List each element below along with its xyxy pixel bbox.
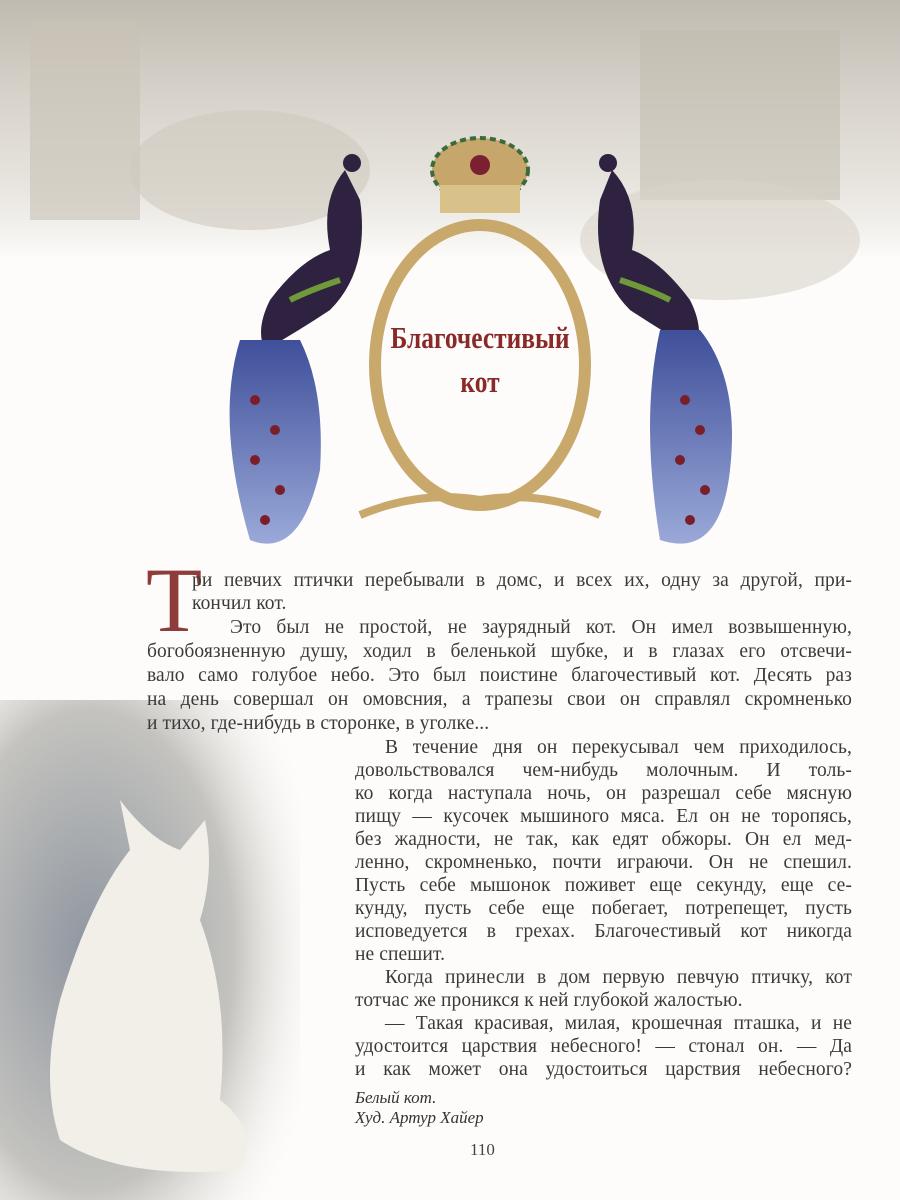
text-line: без жадности, не так, как едят обжоры. Он ел мед-: [355, 829, 852, 850]
text-line: богобоязненную душу, ходил в беленькой шубке, и в глазах его отсвечи-: [147, 641, 852, 662]
text-line: Когда принесли в дом первую певчую птичку, кот: [385, 967, 852, 988]
text-line: кунду, пусть себе еще побегает, потрепещет, пусть: [355, 898, 852, 919]
text-line: В течение дня он перекусывал чем приходилось,: [385, 737, 852, 758]
text-line: Это был не простой, не заурядный кот. Он имел возвышенную,: [230, 617, 852, 638]
text-line: — Такая красивая, милая, крошечная пташка, и не: [385, 1013, 852, 1034]
text-line: ри певчих птички перебывали в домс, и всех их, одну за другой, при-: [192, 570, 852, 591]
text-line: тотчас же проникся к ней глубокой жалостью.: [355, 990, 743, 1011]
text-line: довольствовался чем-нибудь молочным. И толь-: [355, 760, 852, 781]
text-line: на день совершал он омовсния, а трапезы свои он справлял скромненько: [147, 689, 852, 710]
drop-cap: Т: [146, 549, 203, 651]
text-line: Пусть себе мышонок поживет еще секунду, еще се-: [355, 875, 852, 896]
text-line: вало само голубое небо. Это был поистине благочестивый кот. Десять раз: [147, 665, 852, 686]
story-title-line-2: кот: [460, 364, 500, 399]
text-line: не спешит.: [355, 944, 446, 965]
text-line: кончил кот.: [192, 593, 287, 614]
text-line: ко когда наступала ночь, он разрешал себе мясную: [355, 783, 852, 804]
illustration-caption-title: Белый кот.: [355, 1088, 437, 1107]
white-cat-painting: [0, 700, 300, 1200]
story-title-line-1: Благочестивый: [390, 320, 570, 355]
text-line: удостоится царствия небесного! — стонал он. — Да: [355, 1036, 852, 1057]
crown-icon: [432, 138, 528, 213]
text-line: ленно, скромненько, почти играючи. Он не спешил.: [355, 852, 852, 873]
text-line: пищу — кусочек мышиного мяса. Ел он не торопясь,: [355, 806, 852, 827]
text-line: исповедуется в грехах. Благочестивый кот никогда: [355, 921, 852, 942]
header-illustration: [0, 0, 900, 560]
page-number: 110: [470, 1140, 495, 1159]
text-line: и как может она удостоиться царствия небесного?: [355, 1059, 852, 1080]
illustration-caption-artist: Худ. Артур Хайер: [355, 1108, 484, 1127]
text-line: и тихо, где-нибудь в сторонке, в уголке...: [147, 713, 490, 734]
